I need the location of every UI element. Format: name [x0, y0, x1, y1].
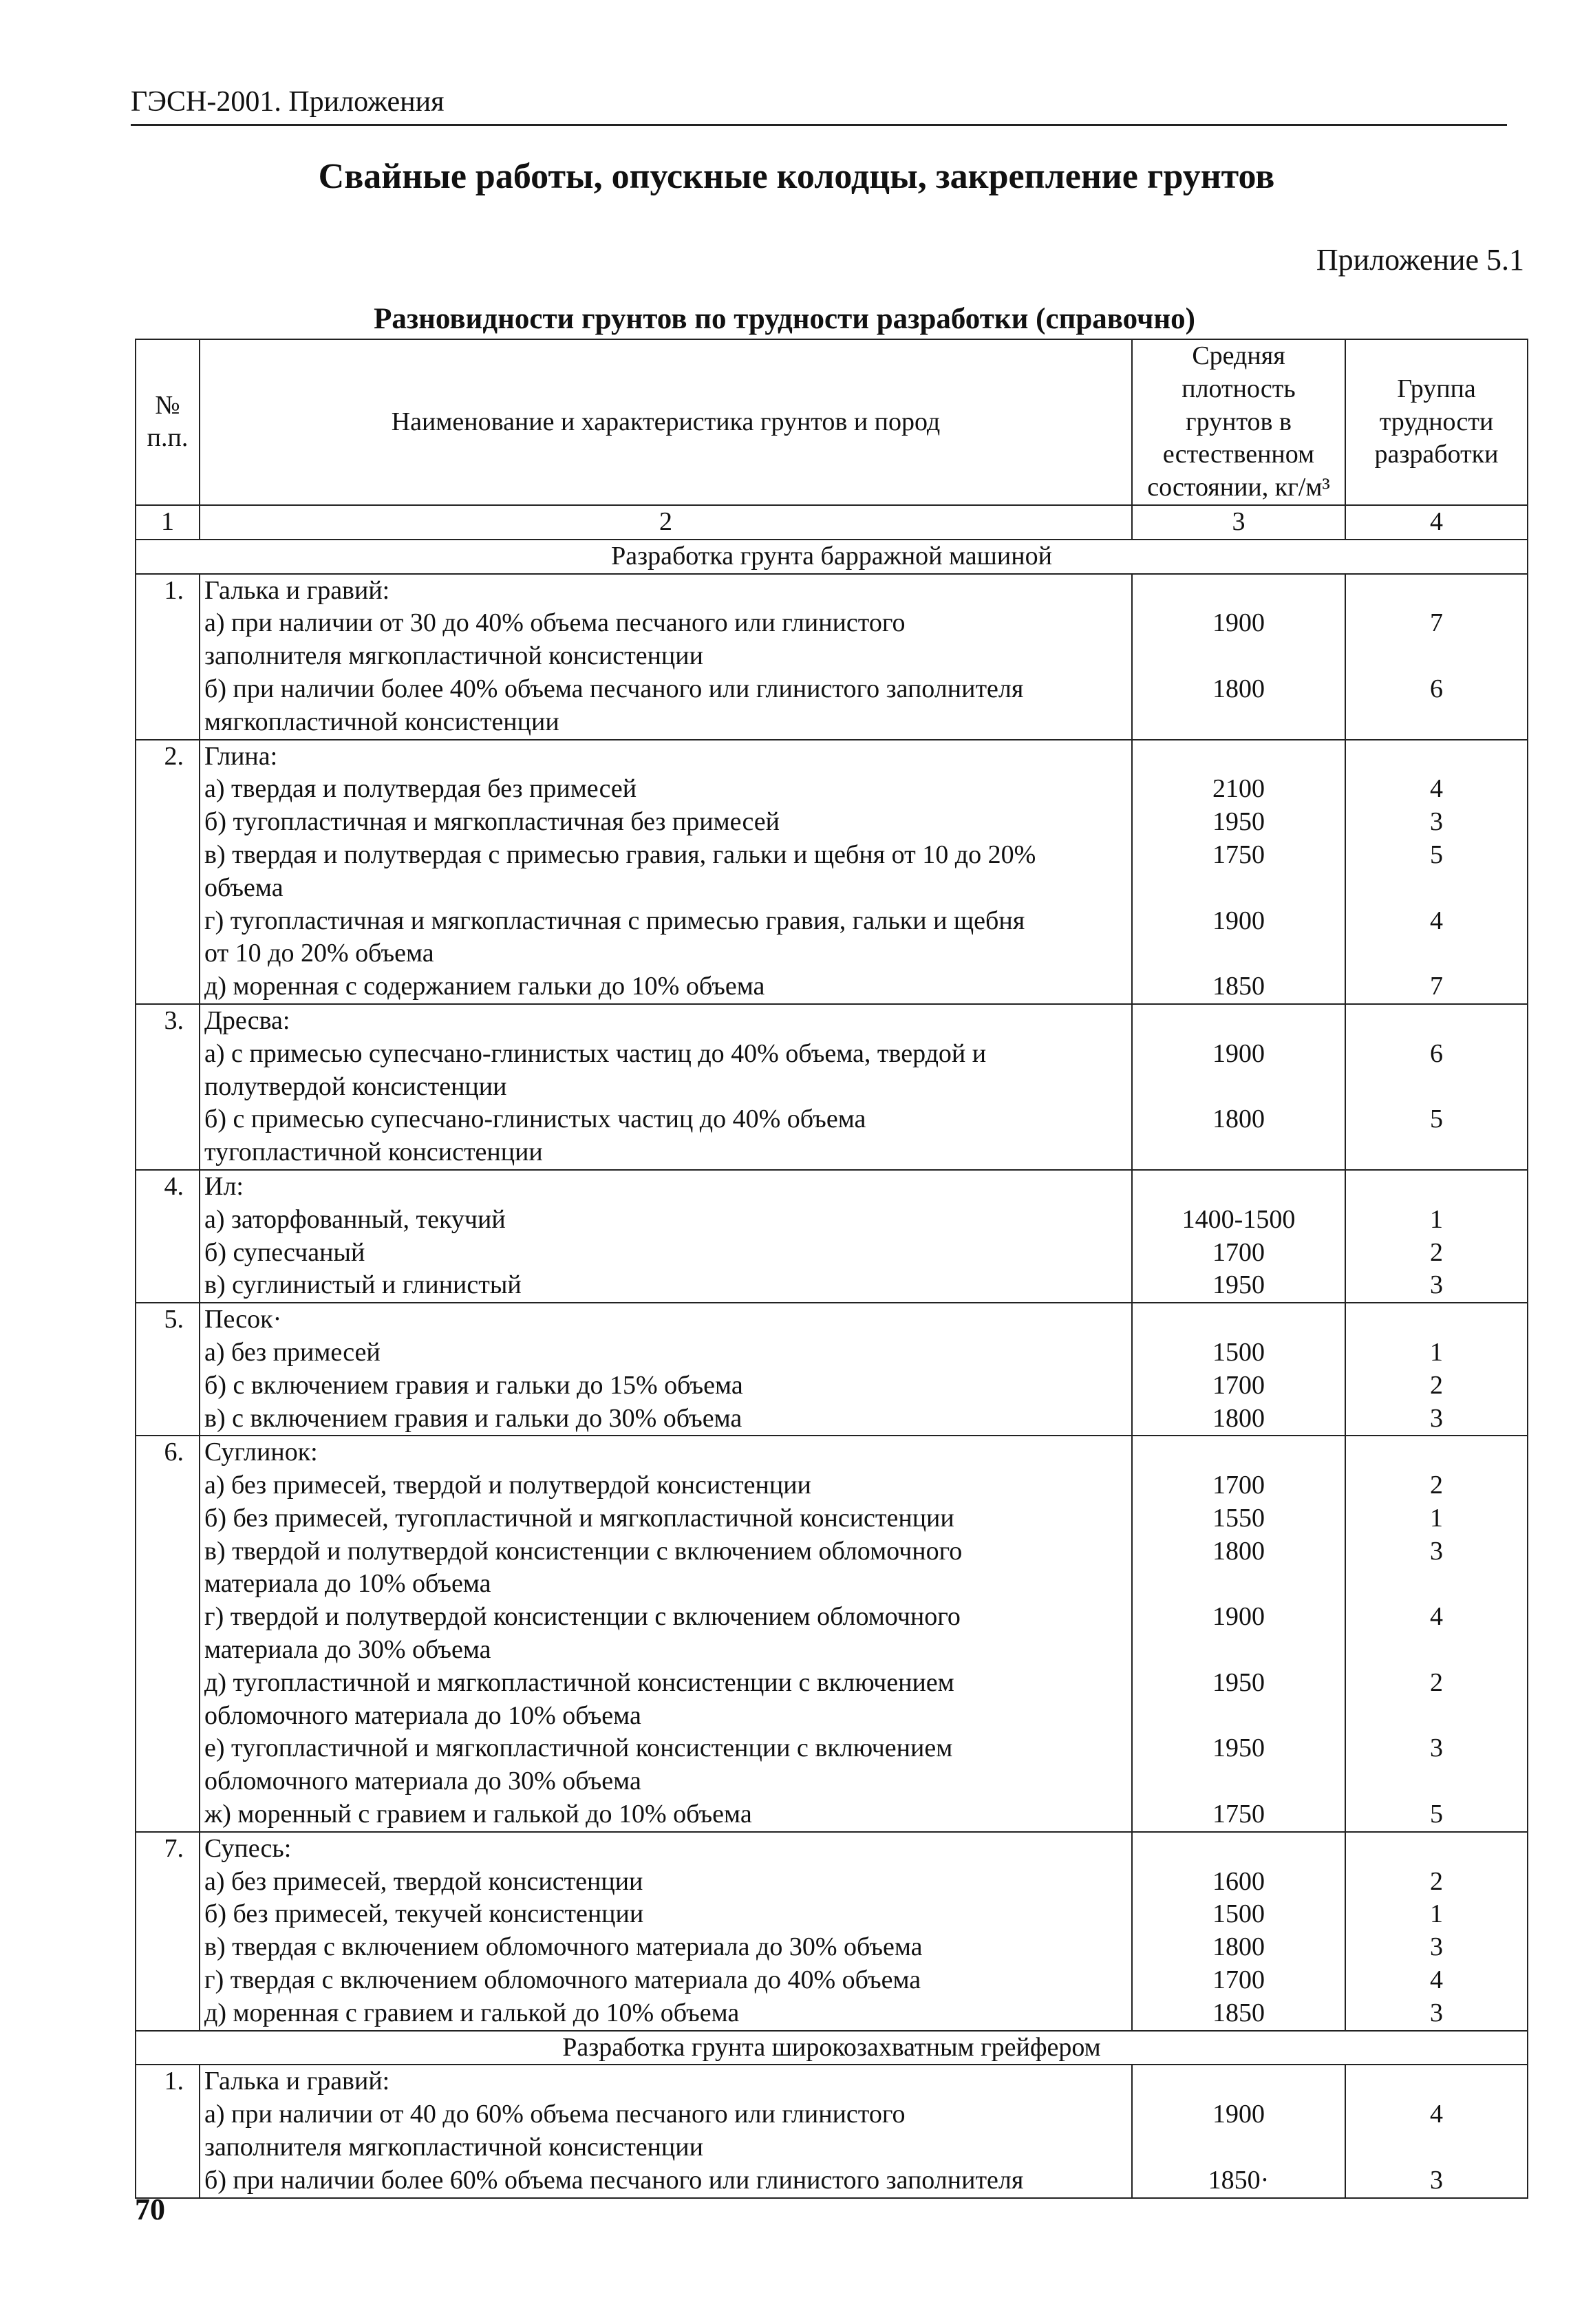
blank-line	[1133, 1634, 1345, 1667]
difficulty-group-cell	[1345, 1170, 1528, 1303]
blank-line	[1133, 1833, 1345, 1866]
blank-line	[1346, 2065, 1527, 2098]
density-value: 1500	[1212, 1899, 1265, 1929]
table-caption: Разновидности грунтов по трудности разработки (справочно)	[374, 303, 1195, 335]
difficulty-group-value: 3	[1430, 1998, 1443, 2027]
difficulty-group-value: 3	[1430, 1403, 1443, 1433]
table-header-row	[136, 339, 1528, 505]
difficulty-group-value: 4	[1430, 1602, 1443, 1632]
density-value: 1950	[1212, 807, 1265, 837]
page-number: 70	[135, 2193, 165, 2226]
soil-variant-line: а) без примесей, твердой и полутвердой консистенции	[204, 1471, 811, 1500]
blank-line	[1133, 1005, 1345, 1038]
soil-group-row	[136, 740, 1528, 1004]
soil-group-row	[136, 1832, 1528, 2031]
soil-variant-line: в) твердая и полутвердая с примесью гравия, гальки и щебня от 10 до 20%	[204, 840, 1036, 869]
density-value: 1750	[1212, 840, 1265, 869]
header-name	[200, 339, 1132, 505]
density-cell	[1132, 574, 1345, 740]
density-value: 1700	[1212, 1965, 1265, 1995]
difficulty-group-value: 3	[1430, 1536, 1443, 1566]
difficulty-group-value: 3	[1430, 2165, 1443, 2195]
header-group-line: трудности	[1379, 407, 1494, 436]
blank-line	[1346, 1005, 1527, 1038]
soil-name: Глина:	[204, 741, 278, 771]
section-title: Разработка грунта барражной машиной	[136, 540, 1528, 574]
density-value: 1800	[1212, 1105, 1265, 1134]
header-num-line: №	[155, 390, 180, 420]
soil-variant-line: объема	[204, 873, 284, 902]
difficulty-group-cell	[1345, 2065, 1528, 2197]
density-value: 1400-1500	[1182, 1204, 1296, 1234]
blank-line	[1133, 575, 1345, 608]
soil-group-description	[200, 574, 1132, 740]
density-cell	[1132, 1170, 1345, 1303]
soil-variant-line: обломочного материала до 10% объема	[204, 1701, 641, 1730]
soil-variant-line: полутвердой консистенции	[204, 1072, 507, 1101]
density-value: 1700	[1212, 1370, 1265, 1400]
soil-group-number: 1.	[136, 2065, 200, 2197]
soil-variant-line: б) супесчаный	[204, 1237, 365, 1267]
soil-group-row	[136, 574, 1528, 740]
difficulty-group-cell	[1345, 574, 1528, 740]
soil-group-number: 5.	[136, 1303, 200, 1436]
blank-line	[1346, 1765, 1527, 1798]
difficulty-group-value: 1	[1430, 1337, 1443, 1367]
blank-line	[1133, 1436, 1345, 1469]
difficulty-group-value: 1	[1430, 1204, 1443, 1234]
soil-variant-line: в) твердой и полутвердой консистенции с включением обломочного	[204, 1536, 963, 1566]
difficulty-group-value: 5	[1430, 1105, 1443, 1134]
soil-variant-line: б) с включением гравия и гальки до 15% объема	[204, 1370, 743, 1400]
blank-line	[1346, 1436, 1527, 1469]
soil-variant-line: е) тугопластичной и мягкопластичной консистенции с включением	[204, 1734, 953, 1763]
soil-group-description	[200, 2065, 1132, 2197]
soil-variant-line: б) при наличии более 60% объема песчаного или глинистого заполнителя	[204, 2165, 1024, 2195]
soil-variant-line: а) без примесей, твердой консистенции	[204, 1866, 643, 1896]
soil-name: Дресва:	[204, 1005, 290, 1035]
blank-line	[1346, 1568, 1527, 1601]
difficulty-group-cell	[1345, 1436, 1528, 1832]
difficulty-group-cell	[1345, 740, 1528, 1004]
difficulty-group-value: 2	[1430, 1471, 1443, 1500]
soil-table	[135, 339, 1528, 2199]
difficulty-group-cell	[1345, 1832, 1528, 2031]
section-row	[136, 2031, 1528, 2065]
density-value: 2100	[1212, 774, 1265, 804]
difficulty-group-value: 3	[1430, 1270, 1443, 1300]
header-density-line: естественном	[1162, 440, 1315, 469]
column-number: 4	[1345, 505, 1528, 540]
soil-group-row	[136, 1303, 1528, 1436]
header-density-line: состоянии, кг/м³	[1147, 473, 1330, 502]
soil-name: Галька и гравий:	[204, 2067, 390, 2096]
density-value: 1700	[1212, 1237, 1265, 1267]
blank-line	[1133, 2131, 1345, 2164]
density-value: 1750	[1212, 1800, 1265, 1829]
difficulty-group-value: 3	[1430, 1932, 1443, 1962]
blank-line	[1133, 640, 1345, 673]
soil-group-number: 4.	[136, 1170, 200, 1303]
soil-variant-line: ж) моренный с гравием и галькой до 10% объема	[204, 1800, 752, 1829]
soil-group-description	[200, 740, 1132, 1004]
difficulty-group-value: 6	[1430, 1038, 1443, 1068]
header-name-text: Наименование и характеристика грунтов и пород	[391, 407, 941, 436]
blank-line	[1346, 1634, 1527, 1667]
section-row	[136, 540, 1528, 574]
page-title: Свайные работы, опускные колодцы, закрепление грунтов	[318, 157, 1275, 196]
blank-line	[1133, 1071, 1345, 1104]
difficulty-group-value: 4	[1430, 2100, 1443, 2129]
blank-line	[1133, 706, 1345, 739]
soil-variant-line: мягкопластичной консистенции	[204, 707, 559, 736]
difficulty-group-cell	[1345, 1004, 1528, 1170]
difficulty-group-value: 1	[1430, 1899, 1443, 1929]
soil-group-description	[200, 1303, 1132, 1436]
soil-group-number: 6.	[136, 1436, 200, 1832]
running-header: ГЭСН-2001. Приложения	[131, 81, 1507, 126]
soil-name: Ил:	[204, 1171, 244, 1201]
soil-variant-line: б) без примесей, тугопластичной и мягкопластичной консистенции	[204, 1503, 954, 1533]
density-value: 1800	[1212, 1536, 1265, 1566]
soil-variant-line: а) при наличии от 40 до 60% объема песчаного или глинистого	[204, 2100, 906, 2129]
difficulty-group-value: 2	[1430, 1370, 1443, 1400]
density-cell	[1132, 740, 1345, 1004]
header-density	[1132, 339, 1345, 505]
density-value: 1850	[1212, 1998, 1265, 2027]
blank-line	[1133, 1136, 1345, 1169]
blank-line	[1346, 872, 1527, 905]
density-cell	[1132, 1436, 1345, 1832]
soil-variant-line: заполнителя мягкопластичной консистенции	[204, 2133, 703, 2162]
soil-name: Галька и гравий:	[204, 575, 390, 605]
density-value: 1900	[1212, 906, 1265, 935]
density-cell	[1132, 2065, 1345, 2197]
difficulty-group-value: 1	[1430, 1503, 1443, 1533]
soil-name: Песок·	[204, 1305, 282, 1334]
density-value: 1600	[1212, 1866, 1265, 1896]
blank-line	[1346, 1833, 1527, 1866]
soil-variant-line: в) твердая с включением обломочного материала до 30% объема	[204, 1932, 923, 1962]
density-value: 1900	[1212, 1602, 1265, 1632]
density-value: 1700	[1212, 1471, 1265, 1500]
blank-line	[1133, 1568, 1345, 1601]
blank-line	[1133, 740, 1345, 774]
blank-line	[1133, 1765, 1345, 1798]
soil-group-number: 1.	[136, 574, 200, 740]
soil-group-row	[136, 1004, 1528, 1170]
density-value: 1800	[1212, 674, 1265, 703]
soil-group-number: 2.	[136, 740, 200, 1004]
blank-line	[1346, 1303, 1527, 1336]
blank-line	[1346, 575, 1527, 608]
density-value: 1950	[1212, 1270, 1265, 1300]
header-group-line: Группа	[1397, 374, 1476, 403]
soil-group-description	[200, 1436, 1132, 1832]
column-number: 1	[136, 505, 200, 540]
difficulty-group-value: 4	[1430, 906, 1443, 935]
header-num-line: п.п.	[147, 423, 189, 453]
density-value: 1800	[1212, 1932, 1265, 1962]
blank-line	[1133, 872, 1345, 905]
difficulty-group-value: 2	[1430, 1866, 1443, 1896]
density-cell	[1132, 1303, 1345, 1436]
density-value: 1850	[1212, 972, 1265, 1001]
soil-variant-line: д) моренная с содержанием гальки до 10% объема	[204, 972, 765, 1001]
difficulty-group-value: 6	[1430, 674, 1443, 703]
soil-variant-line: заполнителя мягкопластичной консистенции	[204, 641, 703, 671]
blank-line	[1346, 740, 1527, 774]
density-value: 1950	[1212, 1734, 1265, 1763]
density-value: 1550	[1212, 1503, 1265, 1533]
header-density-line: плотность	[1182, 374, 1296, 403]
soil-variant-line: а) без примесей	[204, 1337, 381, 1367]
soil-variant-line: б) тугопластичная и мягкопластичная без примесей	[204, 807, 780, 837]
soil-group-number: 3.	[136, 1004, 200, 1170]
soil-variant-line: а) с примесью супесчано-глинистых частиц до 40% объема, твердой и	[204, 1038, 987, 1068]
soil-variant-line: г) твердая с включением обломочного материала до 40% объема	[204, 1965, 921, 1995]
blank-line	[1346, 1071, 1527, 1104]
difficulty-group-value: 7	[1430, 608, 1443, 638]
difficulty-group-value: 3	[1430, 807, 1443, 837]
difficulty-group-value: 4	[1430, 1965, 1443, 1995]
soil-group-description	[200, 1004, 1132, 1170]
soil-variant-line: тугопластичной консистенции	[204, 1138, 543, 1167]
density-value: 1800	[1212, 1403, 1265, 1433]
soil-variant-line: а) твердая и полутвердая без примесей	[204, 774, 637, 804]
soil-variant-line: г) тугопластичная и мягкопластичная с примесью гравия, гальки и щебня	[204, 906, 1025, 935]
blank-line	[1346, 706, 1527, 739]
difficulty-group-value: 5	[1430, 1800, 1443, 1829]
soil-variant-line: материала до 30% объема	[204, 1635, 491, 1665]
difficulty-group-value: 5	[1430, 840, 1443, 869]
soil-variant-line: материала до 10% объема	[204, 1569, 491, 1599]
density-value: 1900	[1212, 1038, 1265, 1068]
header-group-line: разработки	[1374, 440, 1499, 469]
difficulty-group-value: 7	[1430, 972, 1443, 1001]
soil-variant-line: обломочного материала до 30% объема	[204, 1767, 641, 1796]
soil-variant-line: б) при наличии более 40% объема песчаного или глинистого заполнителя	[204, 674, 1024, 703]
soil-group-row	[136, 2065, 1528, 2197]
difficulty-group-value: 2	[1430, 1237, 1443, 1267]
soil-variant-line: г) твердой и полутвердой консистенции с включением обломочного	[204, 1602, 961, 1632]
soil-variant-line: б) без примесей, текучей консистенции	[204, 1899, 644, 1929]
density-value: 1850·	[1208, 2165, 1270, 2195]
column-number: 3	[1132, 505, 1345, 540]
header-density-line: Средняя	[1192, 341, 1285, 370]
soil-variant-line: а) заторфованный, текучий	[204, 1204, 506, 1234]
blank-line	[1346, 1171, 1527, 1204]
soil-group-number: 7.	[136, 1832, 200, 2031]
header-density-line: грунтов в	[1186, 407, 1292, 436]
blank-line	[1133, 2065, 1345, 2098]
blank-line	[1346, 1136, 1527, 1169]
density-value: 1900	[1212, 2100, 1265, 2129]
blank-line	[1133, 1700, 1345, 1733]
soil-table-body	[136, 339, 1528, 2198]
blank-line	[1133, 1171, 1345, 1204]
soil-group-description	[200, 1170, 1132, 1303]
blank-line	[1346, 937, 1527, 970]
density-cell	[1132, 1004, 1345, 1170]
column-number: 2	[200, 505, 1132, 540]
density-value: 1500	[1212, 1337, 1265, 1367]
soil-variant-line: в) суглинистый и глинистый	[204, 1270, 522, 1300]
soil-variant-line: а) при наличии от 30 до 40% объема песчаного или глинистого	[204, 608, 906, 638]
column-number-row	[136, 505, 1528, 540]
soil-variant-line: б) с примесью супесчано-глинистых частиц до 40% объема	[204, 1105, 866, 1134]
difficulty-group-cell	[1345, 1303, 1528, 1436]
soil-variant-line: д) моренная с гравием и галькой до 10% объема	[204, 1998, 740, 2027]
density-cell	[1132, 1832, 1345, 2031]
difficulty-group-value: 2	[1430, 1667, 1443, 1697]
soil-name: Суглинок:	[204, 1438, 318, 1467]
soil-variant-line: в) с включением гравия и гальки до 30% объема	[204, 1403, 742, 1433]
soil-name: Супесь:	[204, 1833, 292, 1863]
soil-group-row	[136, 1436, 1528, 1832]
header-num	[136, 339, 200, 505]
soil-group-description	[200, 1832, 1132, 2031]
soil-group-row	[136, 1170, 1528, 1303]
blank-line	[1346, 2131, 1527, 2164]
section-title: Разработка грунта широкозахватным грейфером	[136, 2031, 1528, 2065]
soil-variant-line: д) тугопластичной и мягкопластичной консистенции с включением	[204, 1667, 954, 1697]
density-value: 1950	[1212, 1667, 1265, 1697]
blank-line	[1133, 1303, 1345, 1336]
appendix-label: Приложение 5.1	[1316, 243, 1524, 277]
difficulty-group-value: 3	[1430, 1734, 1443, 1763]
difficulty-group-value: 4	[1430, 774, 1443, 804]
header-group	[1345, 339, 1528, 505]
blank-line	[1346, 640, 1527, 673]
blank-line	[1346, 1700, 1527, 1733]
blank-line	[1133, 937, 1345, 970]
density-value: 1900	[1212, 608, 1265, 638]
soil-variant-line: от 10 до 20% объема	[204, 939, 434, 968]
